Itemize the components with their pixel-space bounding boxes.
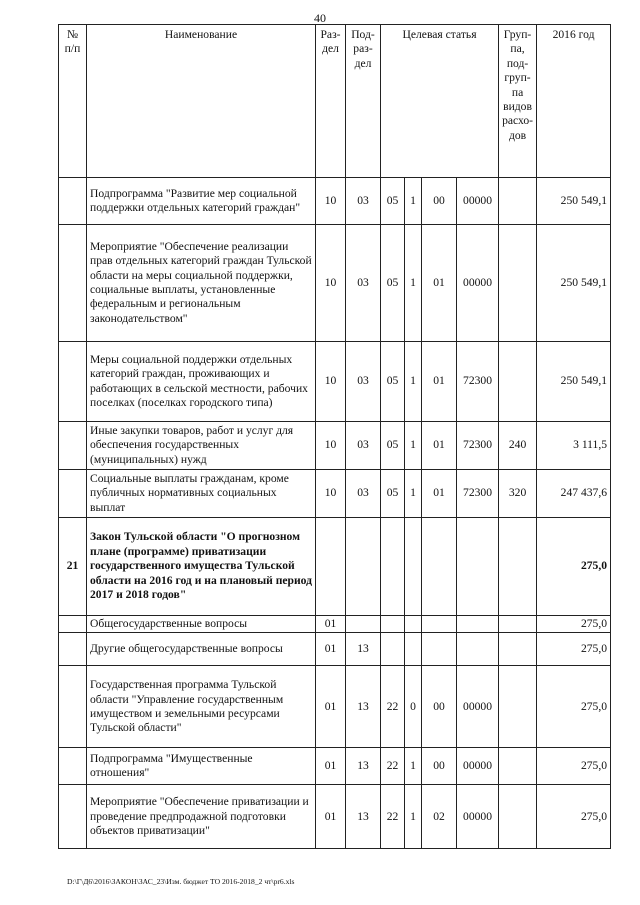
row-vid xyxy=(499,518,537,616)
table-row xyxy=(59,178,611,225)
row-num xyxy=(59,178,87,225)
table-row xyxy=(59,470,611,518)
row-name: Мероприятие "Обеспечение реализации прав отдельных категорий граждан Тульской области на меры социальной поддержки, социальные выплаты, установленные федеральным и региональным законодательством" xyxy=(87,225,316,342)
row-name: Меры социальной поддержки отдельных категорий граждан, проживающих и работающих в сельской местности, рабочих поселках (поселках городского типа) xyxy=(87,342,316,422)
row-amount: 247 437,6 xyxy=(537,470,611,518)
table-header-row xyxy=(59,25,611,178)
row-tsel-1: 05 xyxy=(381,178,405,225)
row-podrazdel: 03 xyxy=(346,422,381,470)
row-razdel: 10 xyxy=(316,225,346,342)
row-vid: 320 xyxy=(499,470,537,518)
row-podrazdel: 13 xyxy=(346,633,381,666)
row-podrazdel: 03 xyxy=(346,342,381,422)
row-tsel-4 xyxy=(457,633,499,666)
row-tsel-2: 1 xyxy=(405,748,422,785)
row-podrazdel: 03 xyxy=(346,470,381,518)
table-row xyxy=(59,225,611,342)
row-tsel-1: 05 xyxy=(381,470,405,518)
row-tsel-2: 0 xyxy=(405,666,422,748)
header-vid-raskhodov: Груп- па, под- груп- па видов расхо- дов xyxy=(499,25,537,178)
row-num xyxy=(59,633,87,666)
row-tsel-3: 00 xyxy=(422,748,457,785)
row-razdel: 01 xyxy=(316,748,346,785)
row-tsel-2: 1 xyxy=(405,785,422,849)
row-razdel: 10 xyxy=(316,178,346,225)
header-num: № п/п xyxy=(59,25,87,178)
table-row xyxy=(59,616,611,633)
row-vid xyxy=(499,666,537,748)
row-razdel: 01 xyxy=(316,633,346,666)
table-row xyxy=(59,422,611,470)
row-tsel-1 xyxy=(381,633,405,666)
table-row xyxy=(59,342,611,422)
row-podrazdel: 13 xyxy=(346,785,381,849)
row-vid xyxy=(499,225,537,342)
row-name: Мероприятие "Обеспечение приватизации и проведение предпродажной подготовки объектов приватизации" xyxy=(87,785,316,849)
row-amount: 250 549,1 xyxy=(537,225,611,342)
table-row xyxy=(59,785,611,849)
row-num: 21 xyxy=(59,518,87,616)
row-tsel-3 xyxy=(422,518,457,616)
row-tsel-4: 00000 xyxy=(457,178,499,225)
table-row xyxy=(59,518,611,616)
row-amount: 250 549,1 xyxy=(537,178,611,225)
row-podrazdel: 03 xyxy=(346,225,381,342)
row-tsel-1: 05 xyxy=(381,422,405,470)
row-razdel: 10 xyxy=(316,342,346,422)
header-razdel: Раз- дел xyxy=(316,25,346,178)
row-podrazdel: 13 xyxy=(346,748,381,785)
row-amount: 275,0 xyxy=(537,785,611,849)
row-tsel-4: 72300 xyxy=(457,422,499,470)
row-tsel-4: 00000 xyxy=(457,225,499,342)
row-name: Социальные выплаты гражданам, кроме публичных нормативных социальных выплат xyxy=(87,470,316,518)
row-amount: 250 549,1 xyxy=(537,342,611,422)
row-tsel-1 xyxy=(381,518,405,616)
row-amount: 275,0 xyxy=(537,666,611,748)
row-tsel-3: 01 xyxy=(422,342,457,422)
header-podrazdel: Под- раз- дел xyxy=(346,25,381,178)
row-name: Государственная программа Тульской области "Управление государственным имуществом и земельными ресурсами Тульской области" xyxy=(87,666,316,748)
row-razdel: 10 xyxy=(316,470,346,518)
table-row xyxy=(59,748,611,785)
table-row xyxy=(59,666,611,748)
row-tsel-4: 00000 xyxy=(457,748,499,785)
footer-file-path: D:\Г\Д6\2016\ЗАКОН\ЗАС_23\Изм. бюджет ТО 2016-2018_2 чт\pr6.xls xyxy=(67,877,295,886)
row-vid xyxy=(499,748,537,785)
row-podrazdel xyxy=(346,518,381,616)
row-tsel-2 xyxy=(405,518,422,616)
header-name: Наименование xyxy=(87,25,316,178)
row-vid xyxy=(499,616,537,633)
row-tsel-1: 22 xyxy=(381,748,405,785)
row-num xyxy=(59,422,87,470)
row-podrazdel: 13 xyxy=(346,666,381,748)
row-vid: 240 xyxy=(499,422,537,470)
row-tsel-4 xyxy=(457,518,499,616)
row-vid xyxy=(499,633,537,666)
row-tsel-3 xyxy=(422,616,457,633)
row-podrazdel xyxy=(346,616,381,633)
row-amount: 275,0 xyxy=(537,616,611,633)
row-num xyxy=(59,225,87,342)
row-tsel-4: 00000 xyxy=(457,785,499,849)
row-vid xyxy=(499,342,537,422)
row-tsel-4: 00000 xyxy=(457,666,499,748)
row-tsel-3: 01 xyxy=(422,225,457,342)
page-number: 40 xyxy=(314,11,326,25)
row-tsel-3: 02 xyxy=(422,785,457,849)
row-name: Общегосударственные вопросы xyxy=(87,616,316,633)
row-tsel-2: 1 xyxy=(405,342,422,422)
row-tsel-3: 00 xyxy=(422,666,457,748)
row-name: Подпрограмма "Имущественные отношения" xyxy=(87,748,316,785)
row-tsel-2 xyxy=(405,633,422,666)
row-name: Другие общегосударственные вопросы xyxy=(87,633,316,666)
row-tsel-2: 1 xyxy=(405,178,422,225)
row-amount: 3 111,5 xyxy=(537,422,611,470)
header-year-2016: 2016 год xyxy=(537,25,611,178)
budget-table xyxy=(58,24,611,849)
row-vid xyxy=(499,178,537,225)
row-num xyxy=(59,342,87,422)
row-num xyxy=(59,470,87,518)
row-name: Закон Тульской области "О прогнозном плане (программе) приватизации государственного имущества Тульской области на 2016 год и на плановый период 2017 и 2018 годов" xyxy=(87,518,316,616)
row-podrazdel: 03 xyxy=(346,178,381,225)
row-tsel-4 xyxy=(457,616,499,633)
row-tsel-4: 72300 xyxy=(457,470,499,518)
row-vid xyxy=(499,785,537,849)
table-row xyxy=(59,633,611,666)
row-tsel-4: 72300 xyxy=(457,342,499,422)
row-name: Подпрограмма "Развитие мер социальной поддержки отдельных категорий граждан" xyxy=(87,178,316,225)
row-num xyxy=(59,785,87,849)
row-amount: 275,0 xyxy=(537,518,611,616)
row-razdel xyxy=(316,518,346,616)
row-tsel-1: 22 xyxy=(381,785,405,849)
row-num xyxy=(59,666,87,748)
header-tselevaya-statya: Целевая статья xyxy=(381,25,499,178)
row-amount: 275,0 xyxy=(537,748,611,785)
row-razdel: 01 xyxy=(316,785,346,849)
row-tsel-3: 01 xyxy=(422,422,457,470)
row-num xyxy=(59,748,87,785)
row-tsel-2: 1 xyxy=(405,422,422,470)
row-razdel: 01 xyxy=(316,616,346,633)
row-amount: 275,0 xyxy=(537,633,611,666)
row-tsel-1: 05 xyxy=(381,225,405,342)
row-tsel-3: 00 xyxy=(422,178,457,225)
row-tsel-3 xyxy=(422,633,457,666)
row-tsel-1: 22 xyxy=(381,666,405,748)
row-tsel-3: 01 xyxy=(422,470,457,518)
row-tsel-1: 05 xyxy=(381,342,405,422)
row-name: Иные закупки товаров, работ и услуг для обеспечения государственных (муниципальных) нужд xyxy=(87,422,316,470)
row-tsel-2: 1 xyxy=(405,470,422,518)
row-tsel-1 xyxy=(381,616,405,633)
row-num xyxy=(59,616,87,633)
row-razdel: 01 xyxy=(316,666,346,748)
row-razdel: 10 xyxy=(316,422,346,470)
row-tsel-2 xyxy=(405,616,422,633)
row-tsel-2: 1 xyxy=(405,225,422,342)
